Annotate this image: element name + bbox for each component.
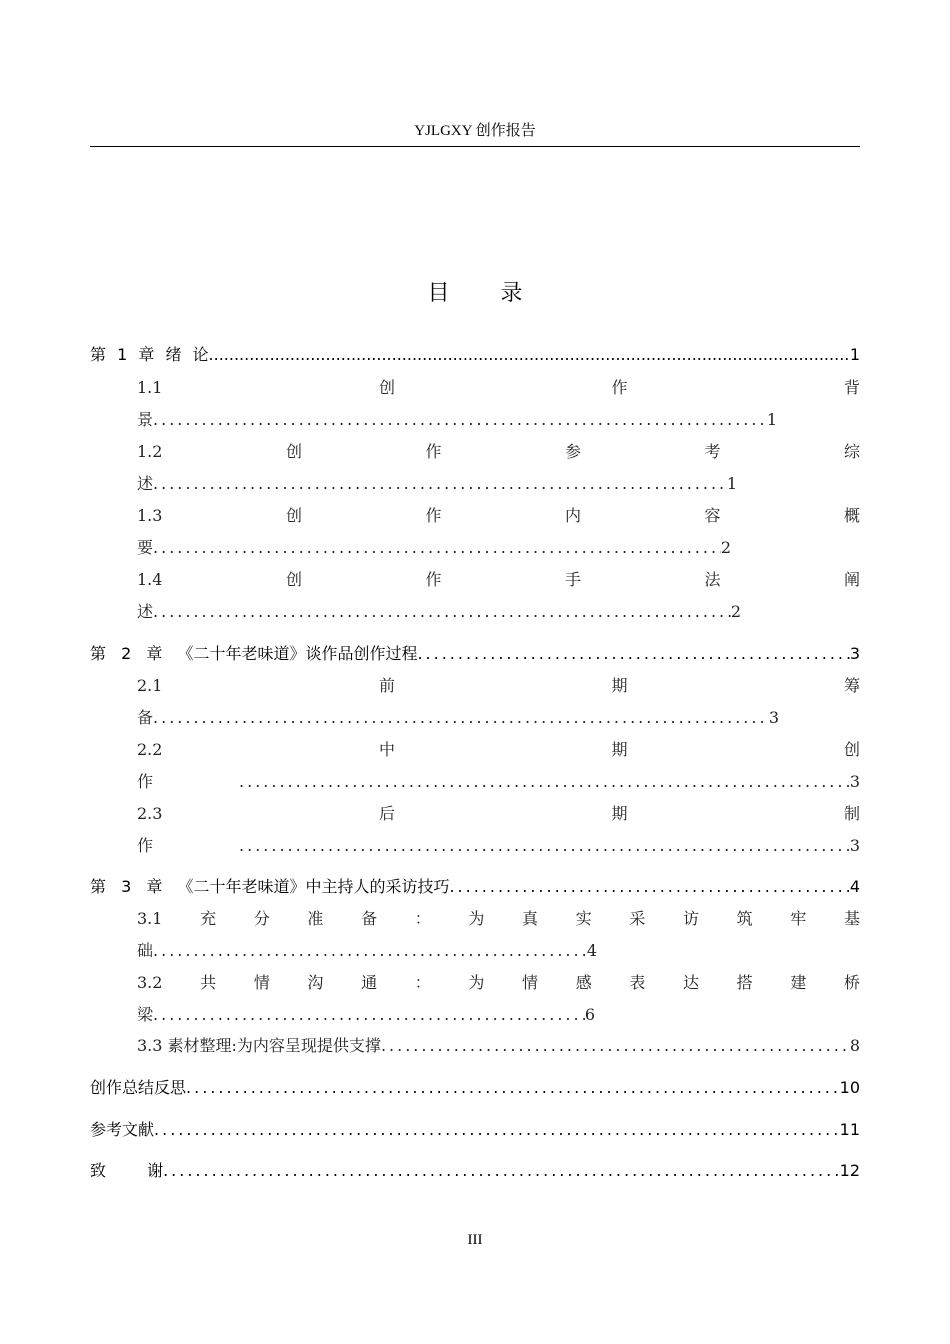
toc-section-1-2-cont[interactable] xyxy=(137,473,737,495)
toc-section-char: ： xyxy=(414,909,431,928)
page-number: III xyxy=(467,1232,483,1248)
toc-section-char: 准 xyxy=(307,909,324,928)
toc-section-2-3-cont[interactable] xyxy=(137,835,860,857)
toc-section-char: 通 xyxy=(361,973,378,992)
toc-section-page: 8 xyxy=(849,1036,860,1055)
toc-section-number: 1.4 xyxy=(137,570,163,589)
toc-section-char: 建 xyxy=(790,973,807,992)
toc-section-1-1-cont[interactable] xyxy=(137,409,777,431)
toc-section-page: 1 xyxy=(766,410,777,429)
toc-section-char: 内 xyxy=(564,506,581,525)
toc-section-number: 2.2 xyxy=(137,740,163,759)
toc-section-char: 创 xyxy=(285,506,302,525)
toc-section-title: 3.3 素材整理:为内容呈现提供支撑 xyxy=(137,1036,381,1055)
toc-section-char: 述 xyxy=(137,602,154,621)
toc-section-char: 期 xyxy=(611,740,628,759)
toc-section-char: 访 xyxy=(683,909,700,928)
toc-section-char: 情 xyxy=(253,973,270,992)
toc-section-page: 4 xyxy=(586,941,597,960)
toc-leader xyxy=(239,835,850,857)
toc-section-number: 1.2 xyxy=(137,442,163,461)
toc-section-char: 制 xyxy=(843,804,860,823)
toc-thanks-page: 12 xyxy=(839,1161,860,1180)
toc-section-char: 梁 xyxy=(137,1005,154,1024)
toc-section-char: 要 xyxy=(137,538,154,557)
toc-section-page: 6 xyxy=(584,1005,595,1024)
toc-section-char: 作 xyxy=(425,442,442,461)
toc-section-3-1-cont[interactable] xyxy=(137,940,597,962)
toc-leader xyxy=(381,1035,850,1057)
toc-chapter-2[interactable] xyxy=(90,643,860,665)
toc-section-char: 搭 xyxy=(736,973,753,992)
toc-section-2-1[interactable] xyxy=(137,675,860,697)
toc-section-number: 1.3 xyxy=(137,506,163,525)
toc-section-number: 3.1 xyxy=(137,909,163,928)
toc-section-char: 景 xyxy=(137,410,154,429)
toc-references-page: 11 xyxy=(839,1120,860,1139)
toc-section-3-1[interactable] xyxy=(137,908,860,930)
toc-section-char: 综 xyxy=(843,442,860,461)
toc-section-char: 期 xyxy=(611,676,628,695)
page-header: YJLGXY 创作报告 xyxy=(414,123,536,139)
toc-section-char: 作 xyxy=(611,378,628,397)
toc-section-3-2-cont[interactable] xyxy=(137,1004,595,1026)
toc-references[interactable] xyxy=(90,1119,860,1141)
toc-leader xyxy=(449,876,849,898)
toc-section-char: 容 xyxy=(704,506,721,525)
toc-section-2-2-cont[interactable] xyxy=(137,771,860,793)
toc-chapter-1[interactable] xyxy=(90,344,860,366)
toc-section-page: 3 xyxy=(768,708,779,727)
toc-section-1-4[interactable] xyxy=(137,569,860,591)
toc-chapter-2-label: 第 2 章 《二十年老味道》谈作品创作过程 xyxy=(90,644,418,663)
toc-section-page: 3 xyxy=(849,836,860,855)
toc-leader xyxy=(153,940,587,962)
toc-leader xyxy=(153,473,727,495)
toc-title: 目 录 xyxy=(427,281,545,306)
toc-section-char: 筹 xyxy=(843,676,860,695)
toc-section-char: 达 xyxy=(683,973,700,992)
toc-section-char: 作 xyxy=(137,836,154,855)
toc-section-char: 桥 xyxy=(843,973,860,992)
toc-section-char: ： xyxy=(414,973,431,992)
toc-leader xyxy=(153,409,767,431)
toc-section-char: 手 xyxy=(564,570,581,589)
toc-section-2-3[interactable] xyxy=(137,803,860,825)
toc-section-2-1-cont[interactable] xyxy=(137,707,779,729)
toc-section-char: 础 xyxy=(137,941,154,960)
toc-section-page: 2 xyxy=(730,602,741,621)
toc-chapter-1-label: 第 1 章 绪 论 xyxy=(90,345,209,364)
toc-thanks[interactable] xyxy=(90,1160,860,1182)
toc-section-char: 为 xyxy=(468,973,485,992)
toc-section-char: 创 xyxy=(378,378,395,397)
toc-section-number: 2.3 xyxy=(137,804,163,823)
toc-section-char: 作 xyxy=(137,772,154,791)
toc-summary[interactable] xyxy=(90,1077,860,1099)
toc-section-char: 采 xyxy=(629,909,646,928)
toc-chapter-3[interactable] xyxy=(90,876,860,898)
toc-summary-page: 10 xyxy=(839,1078,860,1097)
toc-section-1-3-cont[interactable] xyxy=(137,537,731,559)
toc-section-char: 前 xyxy=(378,676,395,695)
toc-section-number: 3.2 xyxy=(137,973,163,992)
toc-section-char: 述 xyxy=(137,474,154,493)
toc-leader xyxy=(209,344,850,366)
toc-section-char: 感 xyxy=(575,973,592,992)
toc-leader xyxy=(153,601,731,623)
toc-leader xyxy=(154,1119,840,1141)
toc-leader xyxy=(163,1160,840,1182)
toc-section-char: 概 xyxy=(843,506,860,525)
toc-leader xyxy=(153,1004,585,1026)
toc-section-3-2[interactable] xyxy=(137,972,860,994)
toc-section-1-1[interactable] xyxy=(137,377,860,399)
toc-section-char: 实 xyxy=(575,909,592,928)
toc-section-1-3[interactable] xyxy=(137,505,860,527)
toc-chapter-3-page: 4 xyxy=(849,877,860,896)
toc-section-char: 中 xyxy=(378,740,395,759)
toc-references-label: 参考文献 xyxy=(90,1120,155,1139)
toc-section-char: 表 xyxy=(629,973,646,992)
toc-section-number: 1.1 xyxy=(137,378,163,397)
toc-section-char: 考 xyxy=(704,442,721,461)
toc-section-char: 作 xyxy=(425,570,442,589)
toc-section-char: 创 xyxy=(285,570,302,589)
toc-summary-label: 创作总结反思 xyxy=(90,1078,187,1097)
toc-section-char: 为 xyxy=(468,909,485,928)
toc-section-char: 法 xyxy=(704,570,721,589)
toc-section-char: 作 xyxy=(425,506,442,525)
toc-section-1-2[interactable] xyxy=(137,441,860,463)
toc-section-char: 筑 xyxy=(736,909,753,928)
toc-section-char: 情 xyxy=(522,973,539,992)
toc-section-char: 备 xyxy=(361,909,378,928)
toc-section-char: 参 xyxy=(564,442,581,461)
toc-chapter-3-label: 第 3 章 《二十年老味道》中主持人的采访技巧 xyxy=(90,877,450,896)
toc-leader xyxy=(417,643,849,665)
toc-chapter-2-page: 3 xyxy=(849,644,860,663)
toc-section-char: 阐 xyxy=(843,570,860,589)
toc-section-number: 2.1 xyxy=(137,676,163,695)
toc-leader xyxy=(239,771,850,793)
toc-section-char: 创 xyxy=(843,740,860,759)
toc-section-char: 后 xyxy=(378,804,395,823)
toc-section-char: 牢 xyxy=(790,909,807,928)
toc-section-2-2[interactable] xyxy=(137,739,860,761)
toc-section-char: 真 xyxy=(522,909,539,928)
toc-section-char: 期 xyxy=(611,804,628,823)
toc-section-char: 基 xyxy=(843,909,860,928)
toc-section-3-3[interactable] xyxy=(137,1035,860,1057)
toc-chapter-1-page: 1 xyxy=(849,345,860,364)
toc-section-page: 1 xyxy=(726,474,737,493)
toc-section-page: 3 xyxy=(849,772,860,791)
toc-leader xyxy=(153,707,769,729)
toc-leader xyxy=(186,1077,840,1099)
toc-section-char: 共 xyxy=(200,973,217,992)
toc-section-char: 充 xyxy=(200,909,217,928)
toc-section-char: 备 xyxy=(137,708,154,727)
toc-leader xyxy=(153,537,721,559)
toc-section-page: 2 xyxy=(720,538,731,557)
toc-section-1-4-cont[interactable] xyxy=(137,601,741,623)
toc-section-char: 分 xyxy=(253,909,270,928)
toc-section-char: 背 xyxy=(843,378,860,397)
header-rule xyxy=(90,146,860,147)
toc-section-char: 沟 xyxy=(307,973,324,992)
toc-thanks-label: 致 谢 xyxy=(90,1161,164,1180)
toc-section-char: 创 xyxy=(285,442,302,461)
